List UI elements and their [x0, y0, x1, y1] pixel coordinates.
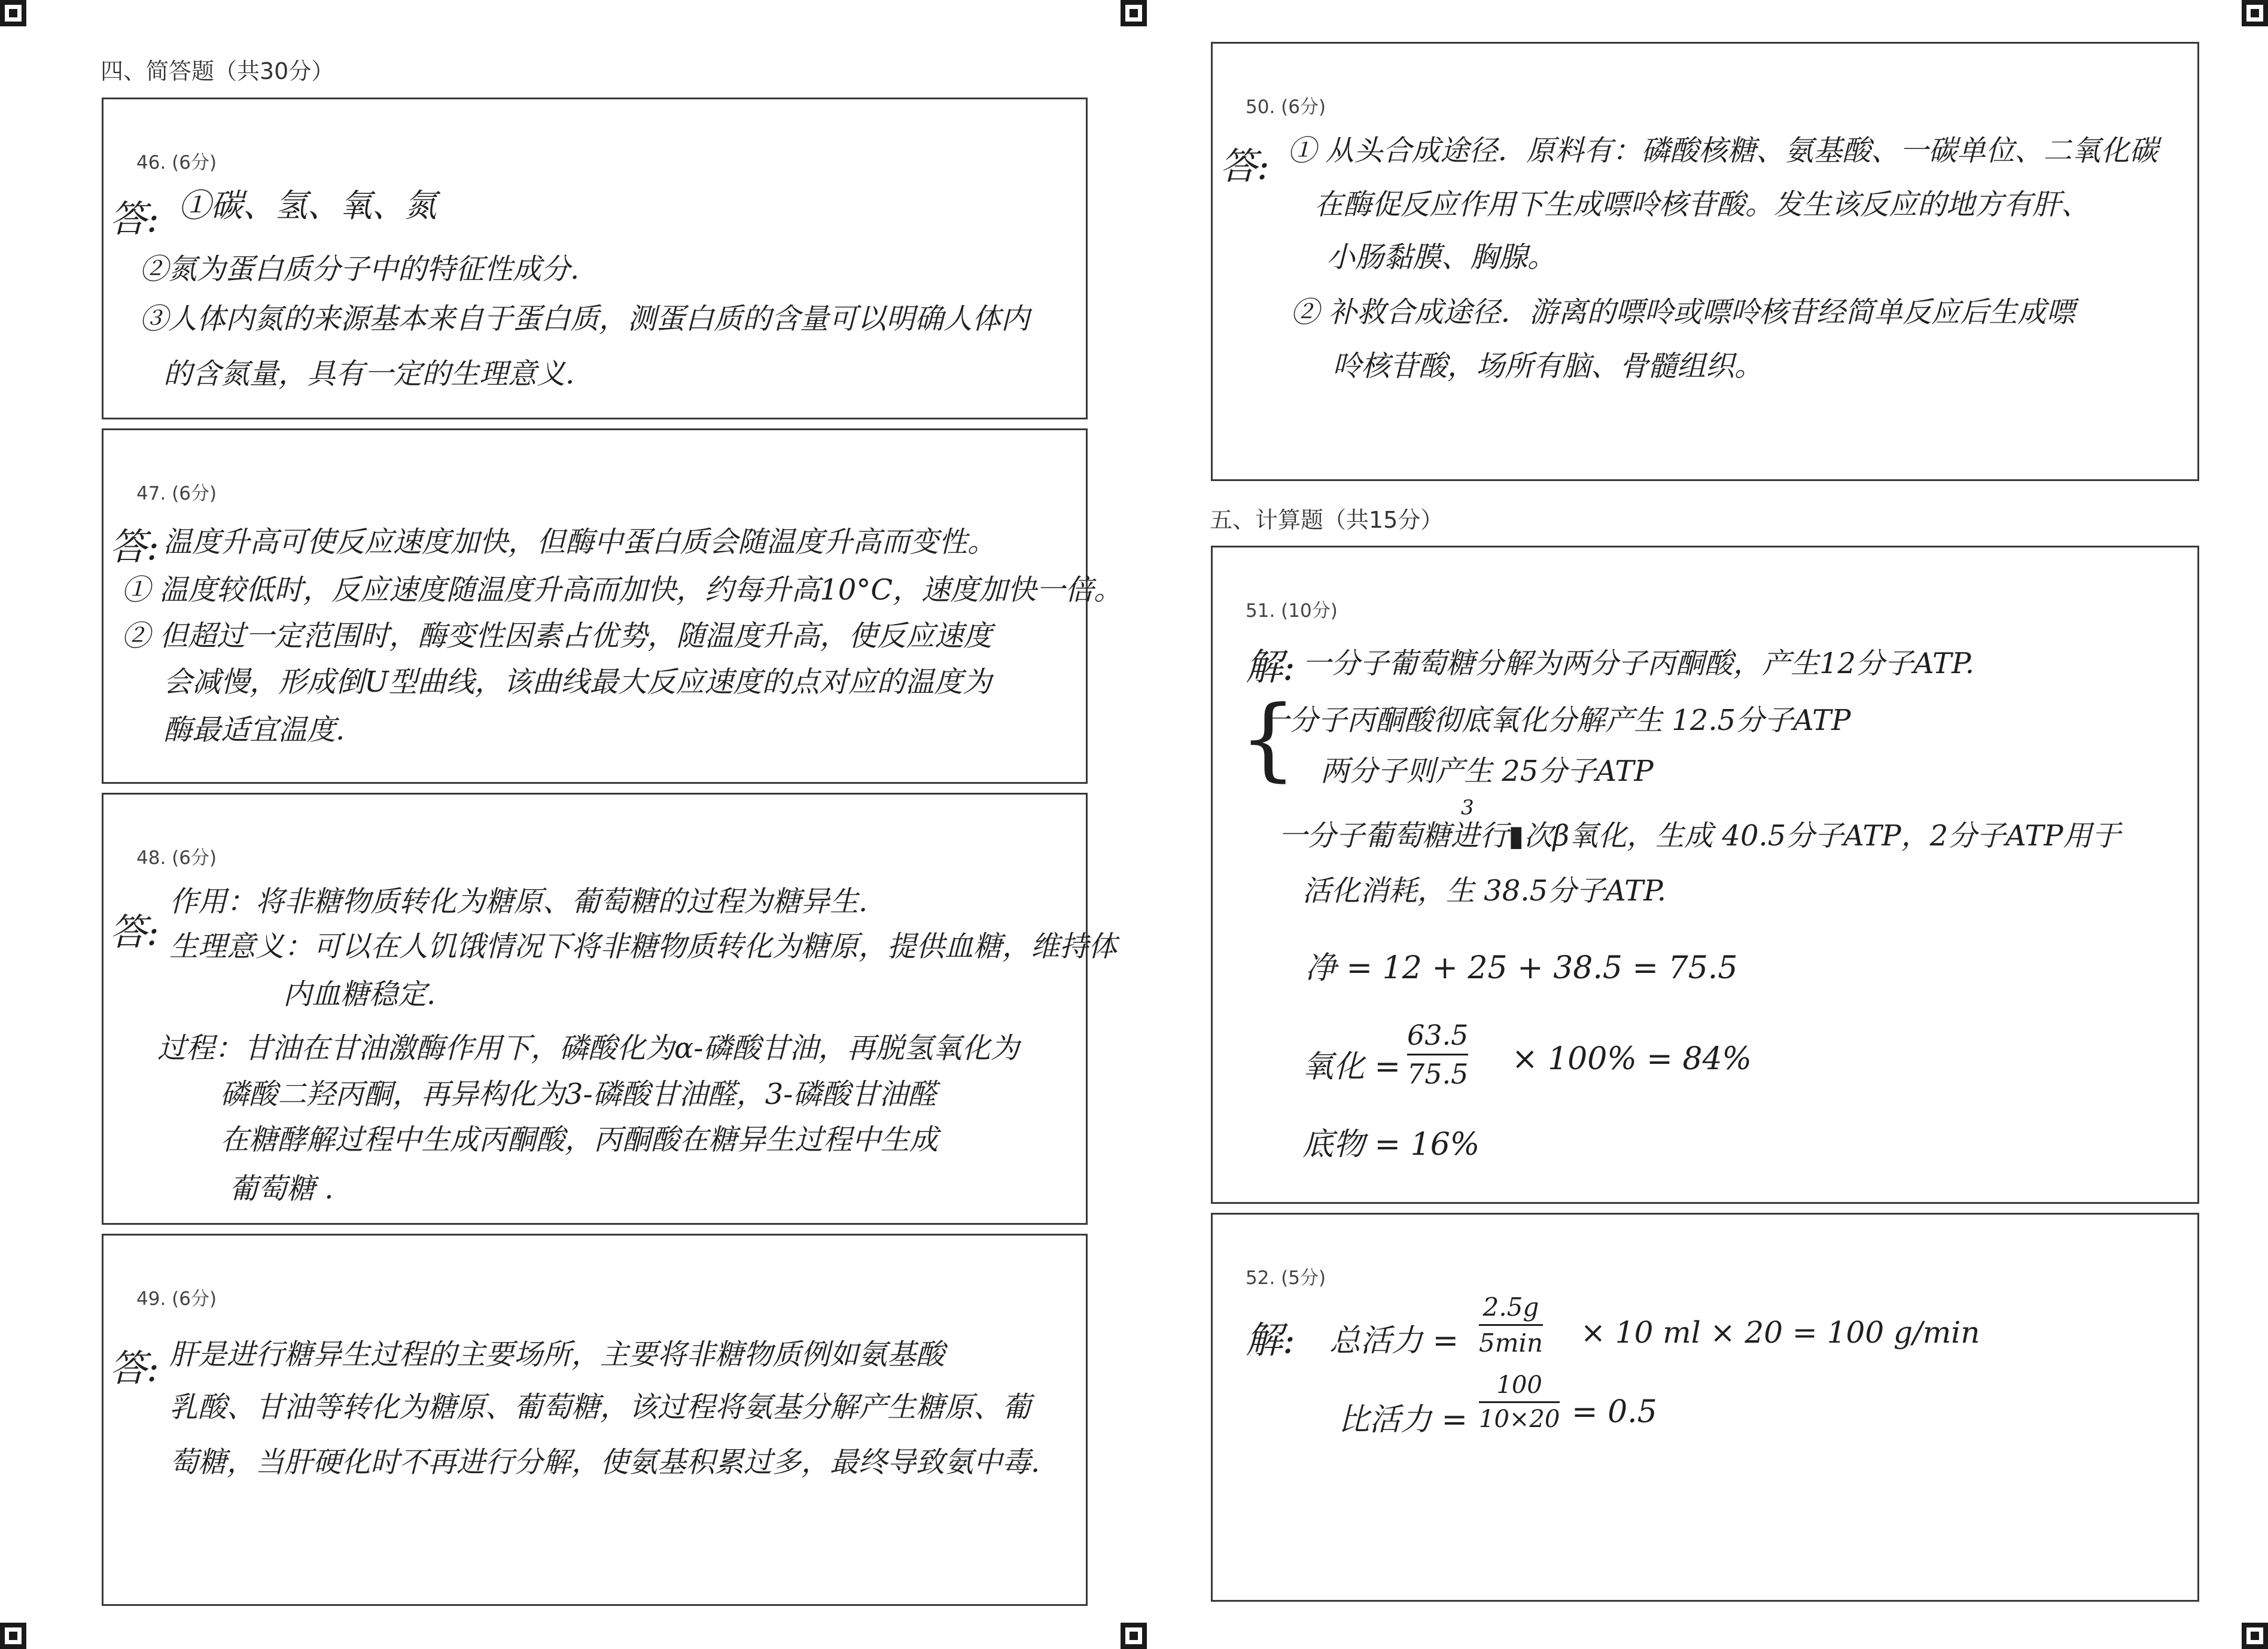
answer-line: ①碳、氢、氧、氮 — [178, 187, 437, 224]
fraction-bar — [1407, 1054, 1468, 1055]
answer-line: 作用：将非糖物质转化为糖原、葡萄糖的过程为糖异生. — [169, 885, 868, 918]
specific-activity-fraction — [1479, 1371, 1560, 1433]
question-47-box — [102, 428, 1123, 784]
answer-line: 会减慢，形成倒U型曲线，该曲线最大反应速度的点对应的温度为 — [163, 665, 992, 699]
question-49-box — [102, 1234, 1088, 1606]
answer-line: 的含氮量，具有一定的生理意义. — [163, 357, 575, 391]
brace-mark: { — [1240, 687, 1297, 791]
answer-line: ②氮为蛋白质分子中的特征性成分. — [139, 252, 580, 286]
answer-line: 温度升高可使反应速度加快，但酶中蛋白质会随温度升高而变性。 — [163, 525, 997, 559]
specific-activity-numerator: 100 — [1496, 1371, 1542, 1399]
answer-line: ② 补救合成途径．游离的嘌呤或嘌呤核苷经简单反应后生成嘌 — [1290, 296, 2075, 329]
answer-line: 一分子葡萄糖进行▮次β氧化，生成 40.5分子ATP，2分子ATP用于 — [1278, 819, 2121, 853]
corner-marker-top-right — [2242, 0, 2268, 26]
answer-mark: 答: — [1220, 144, 1270, 188]
question-52-label: 52. (5分) — [1246, 1267, 1326, 1289]
answer-mark: 答: — [109, 1346, 159, 1390]
answer-line: 内血糖稳定. — [283, 978, 436, 1011]
corner-marker-bottom-center — [1121, 1623, 1147, 1649]
section-title-short-answer: 四、简答题（共30分） — [101, 58, 334, 84]
total-activity-fraction — [1479, 1292, 1543, 1358]
total-activity-denominator: 5min — [1479, 1328, 1544, 1358]
answer-mark: 解: — [1246, 645, 1295, 689]
oxidation-numerator: 63.5 — [1407, 1019, 1469, 1051]
net-equation: 净 = 12 + 25 + 38.5 = 75.5 — [1305, 950, 1738, 986]
answer-line: 两分子则产生 25分子ATP — [1320, 754, 1654, 788]
question-52-box — [1211, 1213, 2199, 1602]
answer-line: 磷酸二羟丙酮，再异构化为3-磷酸甘油醛，3-磷酸甘油醛 — [220, 1078, 937, 1111]
question-49-label: 49. (6分) — [136, 1288, 217, 1310]
answer-line: 葡萄糖 . — [229, 1172, 334, 1206]
answer-line: 乳酸、甘油等转化为糖原、葡萄糖，该过程将氨基分解产生糖原、葡 — [169, 1391, 1031, 1424]
oxidation-denominator: 75.5 — [1407, 1058, 1469, 1090]
answer-line: ② 但超过一定范围时，酶变性因素占优势，随温度升高，使反应速度 — [121, 619, 993, 653]
question-48-label: 48. (6分) — [136, 847, 217, 869]
specific-activity-result: = 0.5 — [1572, 1394, 1657, 1430]
total-activity-numerator: 2.5g — [1482, 1292, 1539, 1322]
corner-marker-bottom-right — [2242, 1623, 2268, 1649]
answer-mark: 解: — [1246, 1318, 1295, 1362]
answer-line: 过程：甘油在甘油激酶作用下，磷酸化为α-磷酸甘油，再脱氢氧化为 — [157, 1032, 1019, 1065]
superscript-mark: 3 — [1461, 796, 1474, 820]
question-50-label: 50. (6分) — [1246, 96, 1326, 118]
answer-line: ① 从头合成途径．原料有：磷酸核糖、氨基酸、一碳单位、二氧化碳 — [1287, 134, 2159, 168]
question-46-box — [102, 98, 1088, 419]
answer-mark: 答: — [109, 525, 159, 568]
answer-line: 肝是进行糖异生过程的主要场所，主要将非糖物质例如氨基酸 — [169, 1338, 945, 1371]
answer-mark: 答: — [109, 197, 159, 241]
fraction-bar — [1479, 1324, 1543, 1326]
question-46-label: 46. (6分) — [136, 152, 217, 174]
question-51-box — [1211, 546, 2199, 1204]
question-50-box — [1211, 42, 2199, 481]
answer-line: 呤核苷酸，场所有脑、骨髓组织。 — [1332, 349, 1764, 383]
answer-line: 在糖酵解过程中生成丙酮酸，丙酮酸在糖异生过程中生成 — [220, 1123, 939, 1157]
answer-line: 萄糖，当肝硬化时不再进行分解，使氨基积累过多，最终导致氨中毒. — [169, 1446, 1040, 1479]
specific-activity-label: 比活力 = — [1338, 1402, 1468, 1438]
answer-line: 在酶促反应作用下生成嘌呤核苷酸。发生该反应的地方有肝、 — [1314, 188, 2090, 221]
corner-marker-bottom-left — [0, 1623, 26, 1649]
corner-marker-top-left — [0, 0, 26, 26]
substrate-equation: 底物 = 16% — [1302, 1127, 1480, 1163]
total-activity-result: × 10 ml × 20 = 100 g/min — [1581, 1315, 1980, 1350]
answer-line: 生理意义：可以在人饥饿情况下将非糖物质转化为糖原，提供血糖，维持体 — [169, 930, 1118, 963]
answer-line: 活化消耗，生 38.5分子ATP. — [1302, 874, 1667, 908]
question-48-box — [102, 793, 1118, 1225]
question-47-label: 47. (6分) — [136, 483, 217, 504]
oxidation-result: × 100% = 84% — [1512, 1041, 1752, 1077]
question-51-label: 51. (10分) — [1246, 600, 1338, 622]
fraction-bar — [1479, 1401, 1560, 1403]
oxidation-fraction — [1407, 1019, 1468, 1090]
answer-line: 一分子丙酮酸彻底氧化分解产生 12.5分子ATP — [1261, 704, 1851, 737]
answer-line: ③人体内氮的来源基本来自于蛋白质，测蛋白质的含量可以明确人体内 — [139, 302, 1030, 336]
answer-line: 小肠黏膜、胸腺。 — [1326, 241, 1557, 274]
specific-activity-denominator: 10×20 — [1479, 1405, 1560, 1433]
answer-line: 酶最适宜温度. — [163, 713, 345, 747]
corner-marker-top-center — [1121, 0, 1147, 26]
section-title-calculation: 五、计算题（共15分） — [1210, 507, 1444, 533]
answer-line: ① 温度较低时，反应速度随温度升高而加快，约每升高10°C，速度加快一倍。 — [121, 573, 1123, 607]
answer-line: 一分子葡萄糖分解为两分子丙酮酸，产生12分子ATP. — [1302, 647, 1974, 680]
answer-mark: 答: — [109, 910, 159, 954]
total-activity-label: 总活力 = — [1329, 1323, 1459, 1359]
oxidation-label: 氧化 = — [1302, 1049, 1401, 1085]
